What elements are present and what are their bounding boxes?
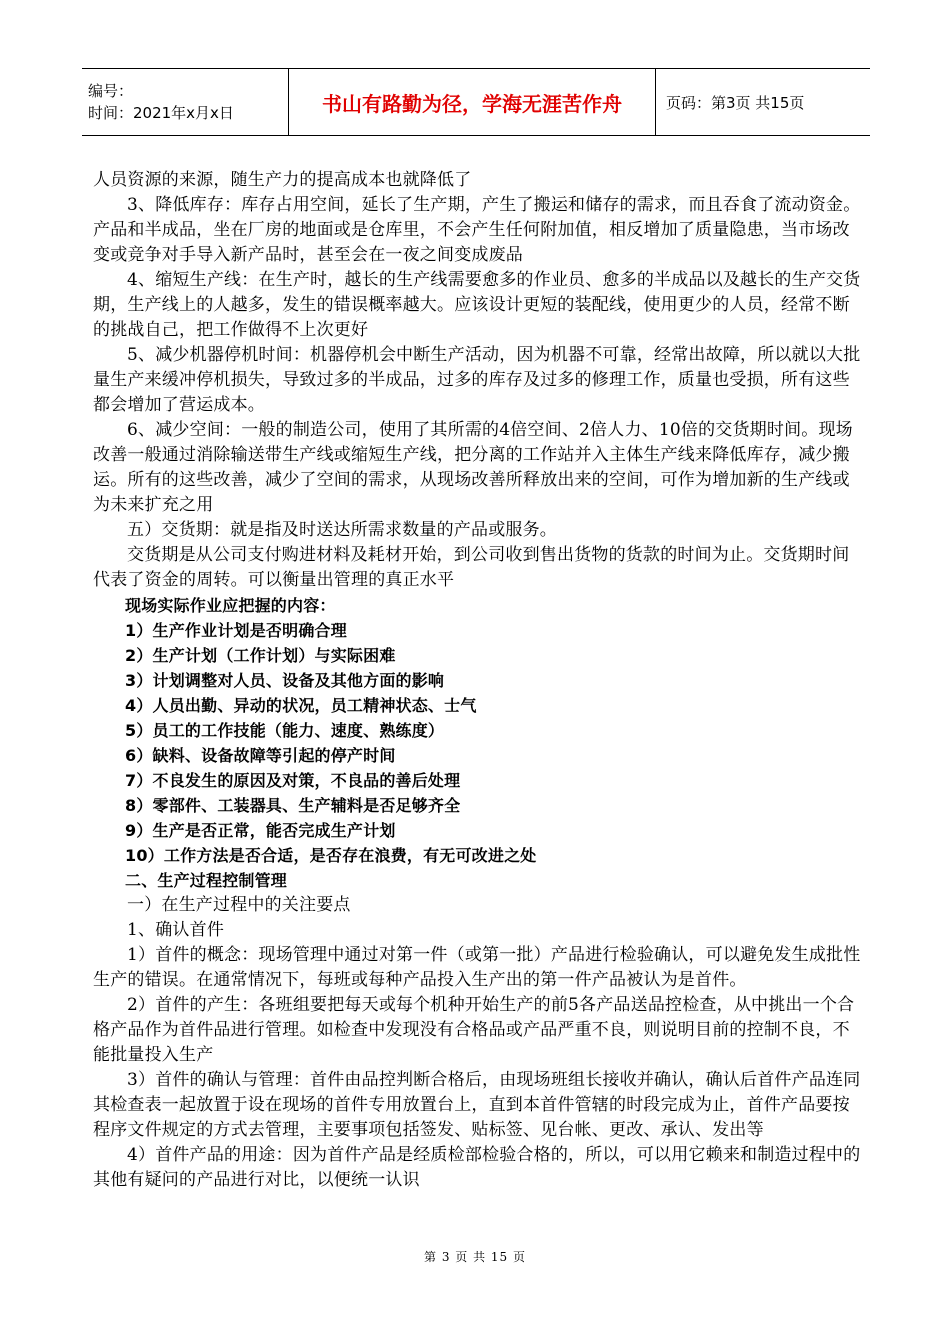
- document-body: [93, 168, 863, 1193]
- header-page-info-text: 页码：第3页 共15页: [666, 93, 805, 112]
- page-header: [82, 68, 870, 136]
- bold-paragraph: 6）缺料、设备故障等引起的停产时间: [125, 746, 396, 765]
- page-footer: 第 3 页 共 15 页: [424, 1250, 526, 1264]
- bold-paragraph: 现场实际作业应把握的内容：: [125, 596, 336, 615]
- bold-paragraph: 4）人员出勤、异动的状况，员工精神状态、士气: [125, 696, 477, 715]
- bold-paragraph: 5）员工的工作技能（能力、速度、熟练度）: [125, 721, 445, 740]
- paragraph: 6、减少空间：一般的制造公司，使用了其所需的4倍空间、2倍人力、10倍的交货期时间。现场改善一般通过消除输送带生产线或缩短生产线，把分离的工作站并入主体生产线来降低库存，减少搬运。所有的这些改善，减少了空间的需求，从现场改善所释放出来的空间，可作为增加新的生产线或为未来扩充之用: [93, 420, 853, 515]
- paragraph: 2）首件的产生：各班组要把每天或每个机种开始生产的前5各产品送品控检查，从中挑出一个合格产品作为首件品进行管理。如检查中发现没有合格品或产品严重不良，则说明目前的控制不良，不能批量投入生产: [93, 995, 855, 1065]
- paragraph: 5、减少机器停机时间：机器停机会中断生产活动，因为机器不可靠，经常出故障，所以就以大批量生产来缓冲停机损失，导致过多的半成品，过多的库存及过多的修理工作，质量也受损，所有这些都会增加了营运成本。: [93, 345, 861, 415]
- paragraph: 五）交货期：就是指及时送达所需求数量的产品或服务。: [127, 520, 557, 540]
- paragraph: 一）在生产过程中的关注要点: [127, 895, 351, 915]
- paragraph: 1、确认首件: [127, 920, 225, 940]
- bold-paragraph: 1）生产作业计划是否明确合理: [125, 621, 347, 640]
- bold-paragraph: 10）工作方法是否合适，是否存在浪费，有无可改进之处: [125, 846, 537, 865]
- header-motto-text: 书山有路勤为径，学海无涯苦作舟: [322, 91, 622, 116]
- paragraph: 交货期是从公司支付购进材料及耗材开始，到公司收到售出货物的货款的时间为止。交货期时间代表了资金的周转。可以衡量出管理的真正水平: [93, 545, 850, 590]
- header-number-label: 编号：: [88, 82, 134, 100]
- paragraph: 4）首件产品的用途：因为首件产品是经质检部检验合格的，所以，可以用它赖来和制造过程中的其他有疑问的产品进行对比，以便统一认识: [93, 1145, 861, 1190]
- header-motto: [288, 69, 656, 135]
- paragraph: 4、缩短生产线：在生产时，越长的生产线需要愈多的作业员、愈多的半成品以及越长的生产交货期，生产线上的人越多，发生的错误概率越大。应该设计更短的装配线，使用更少的人员，经常不断的挑战自己，把工作做得不上次更好: [93, 270, 861, 340]
- header-meta: [82, 69, 288, 135]
- bold-paragraph: 2）生产计划（工作计划）与实际困难: [125, 646, 396, 665]
- header-time-label: 时间：2021年x月x日: [88, 104, 234, 122]
- bold-paragraph: 8）零部件、工装器具、生产辅料是否足够齐全: [125, 796, 461, 815]
- paragraph: 人员资源的来源，随生产力的提高成本也就降低了: [93, 170, 472, 190]
- bold-paragraph: 9）生产是否正常，能否完成生产计划: [125, 821, 396, 840]
- bold-paragraph: 二、生产过程控制管理: [125, 871, 288, 890]
- bold-paragraph: 3）计划调整对人员、设备及其他方面的影响: [125, 671, 445, 690]
- paragraph: 1）首件的概念：现场管理中通过对第一件（或第一批）产品进行检验确认，可以避免发生成批性生产的错误。在通常情况下，每班或每种产品投入生产出的第一件产品被认为是首件。: [93, 945, 861, 990]
- header-page-info: [656, 69, 804, 135]
- bold-paragraph: 7）不良发生的原因及对策，不良品的善后处理: [125, 771, 461, 790]
- paragraph: 3、降低库存：库存占用空间，延长了生产期，产生了搬运和储存的需求，而且吞食了流动资金。产品和半成品，坐在厂房的地面或是仓库里，不会产生任何附加值，相反增加了质量隐患，当市场改变或竞争对手导入新产品时，甚至会在一夜之间变成废品: [93, 195, 861, 265]
- paragraph: 3）首件的确认与管理：首件由品控判断合格后，由现场班组长接收并确认，确认后首件产品连同其检查表一起放置于设在现场的首件专用放置台上，直到本首件管辖的时段完成为止，首件产品要按程序文件规定的方式去管理，主要事项包括签发、贴标签、见台帐、更改、承认、发出等: [93, 1070, 861, 1140]
